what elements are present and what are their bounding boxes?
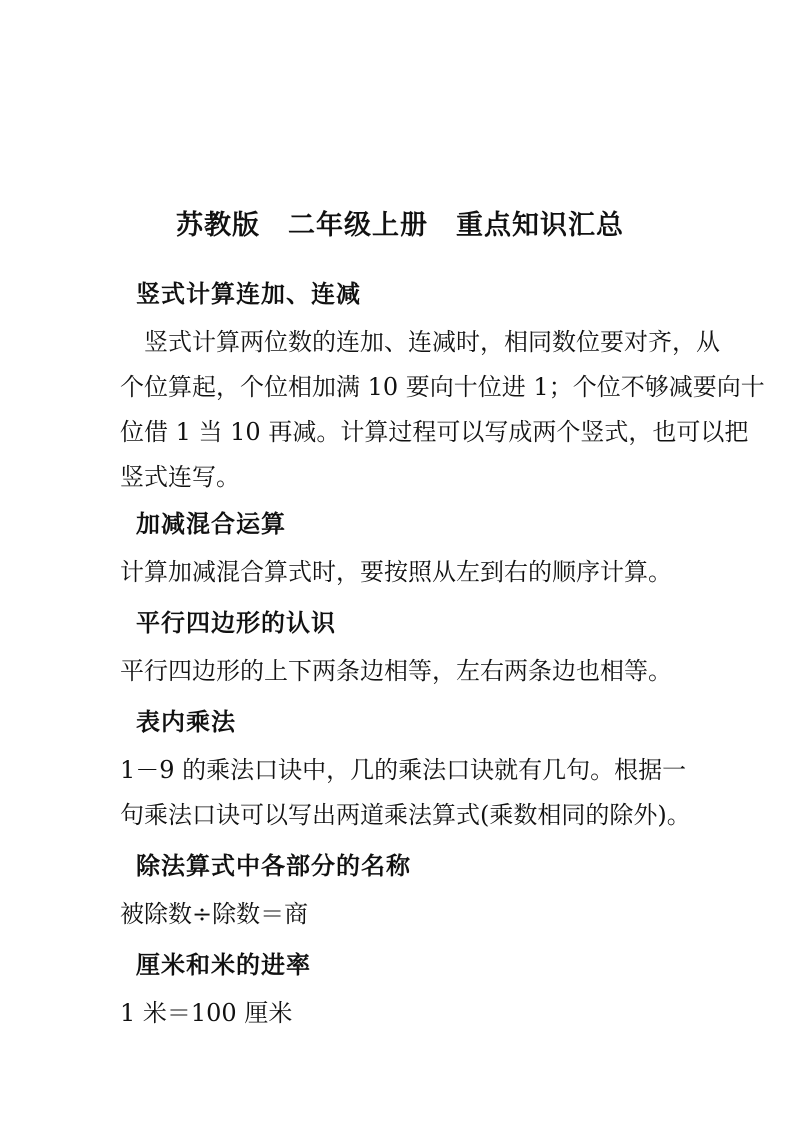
section-paragraph [120,748,728,838]
section-heading: 加减混合运算 [136,510,286,538]
section-heading: 除法算式中各部分的名称 [136,852,411,880]
section-paragraph [120,892,728,937]
paragraph-line: 被除数÷除数＝商 [120,900,309,928]
paragraph-line: 1－9 的乘法口诀中，几的乘法口诀就有几句。根据一 [120,756,687,784]
section-parallelogram [120,605,728,694]
content-body [120,276,765,1046]
section-heading: 厘米和米的进率 [136,951,311,979]
section-multiplication-table [120,704,728,838]
section-cm-m-conversion [120,947,728,1036]
section-paragraph [120,649,728,694]
paragraph-line: 个位算起，个位相加满 10 要向十位进 1；个位不够减要向十 [120,373,765,401]
section-heading: 表内乘法 [136,708,236,736]
section-heading: 竖式计算连加、连减 [136,280,361,308]
paragraph-line: 计算加减混合算式时，要按照从左到右的顺序计算。 [120,558,672,586]
paragraph-line: 平行四边形的上下两条边相等，左右两条边也相等。 [120,657,672,685]
section-heading: 平行四边形的认识 [136,609,336,637]
section-division-terms [120,848,728,937]
paragraph-line: 句乘法口诀可以写出两道乘法算式(乘数相同的除外)。 [120,801,691,829]
paragraph-line: 竖式连写。 [120,463,240,491]
paragraph-line: 位借 1 当 10 再减。计算过程可以写成两个竖式，也可以把 [120,418,749,446]
section-paragraph [120,991,728,1036]
section-vertical-calculation [120,276,765,500]
paragraph-line: 1 米＝100 厘米 [120,999,293,1027]
section-mixed-operations [120,506,728,595]
section-paragraph [120,320,765,500]
section-paragraph [120,550,728,595]
paragraph-line: 竖式计算两位数的连加、连减时，相同数位要对齐，从 [120,328,720,356]
page-title: 苏教版 二年级上册 重点知识汇总 [176,210,624,241]
